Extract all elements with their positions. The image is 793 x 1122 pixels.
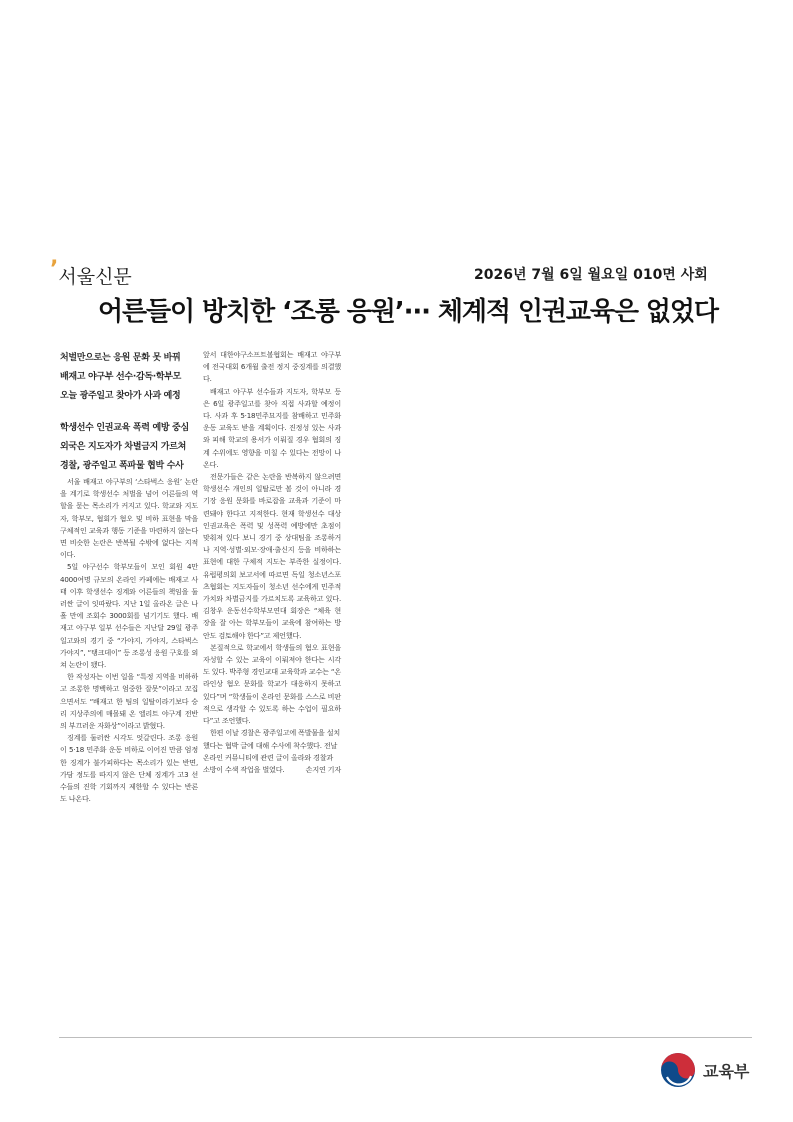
- taegeuk-emblem-icon: [658, 1050, 698, 1090]
- article-paragraph: 배재고 야구부 선수들과 지도자, 학부모 등은 6일 광주일고를 찾아 직접 사과할 예정이다. 사과 후 5·18민주묘지를 참배하고 민주화운동 교육도 받을 계획이다. 진정성 있는 사과와 피해 학교의 용서가 이뤄질 경우 협회의 징계 수위에도 영향을 미칠 수 있다는 전망이 나온다.: [203, 386, 341, 469]
- article-column-right: [203, 349, 341, 776]
- summary-line: 경찰, 광주일고 폭파물 협박 수사: [60, 461, 184, 471]
- article-paragraph: 한 작성자는 이번 일을 “특정 지역을 비하하고 조롱한 명백하고 엄중한 잘못”이라고 꼬집으면서도 “배재고 한 팀의 일탈이라기보다 승리 지상주의에 매몰돼 온 엘리트 야구계 전반의 부끄러운 자화상”이라고 밝혔다.: [60, 672, 198, 731]
- article-column-left: [60, 476, 198, 805]
- summary-box: [60, 349, 200, 489]
- article-paragraph-text: 한편 이날 경찰은 광주일고에 폭발물을 설치했다는 협박 글에 대해 수사에 착수했다. 전날 온라인 커뮤니티에 관련 글이 올라와 경찰과 소방이 수색 작업을 벌였다.: [203, 728, 341, 774]
- logo-text: 서울신문: [58, 266, 132, 288]
- article-paragraph: 서울 배재고 야구부의 ‘스타벅스 응원’ 논란을 계기로 학생선수 처벌을 넘어 어른들의 역할을 묻는 목소리가 커지고 있다. 학교와 지도자, 학부모, 협회가 혐오 및 비하 표현을 막을 구체적인 교육과 행동 기준을 마련하지 않는다면 비슷한 논란은 반복될 수밖에 없다는 지적이다.: [60, 477, 198, 560]
- dateline: 2026년 7월 6일 월요일 010면 사회: [474, 267, 708, 283]
- article-paragraph: 징계를 둘러싼 시각도 엇갈린다. 조롱 응원이 5·18 민주화 운동 비하로 이어진 만큼 엄정한 징계가 불가피하다는 목소리가 있는 반면, 가담 정도를 따지지 않은 단체 징계가 고3 선수들의 진학 기회까지 제한할 수 있다는 반론도 나온다.: [60, 733, 198, 804]
- ministry-logo: [658, 1050, 758, 1090]
- summary-line: 오늘 광주일고 찾아가 사과 예정: [60, 391, 181, 401]
- newspaper-logo: [50, 257, 132, 289]
- article-paragraph: 5일 야구선수 학부모들이 모인 회원 4만 4000여명 규모의 온라인 카페에는 배재고 사태 이후 학생선수 징계와 어른들의 책임을 둘러싼 글이 잇따랐다. 지난 1일 올라온 글은 나흘 만에 조회수 3000회를 넘기기도 했다. 배재고 야구부 일부 선수들은 지난달 29일 광주일고와의 경기 중 “가야지, 가야지, 스타벅스 가야지”, “탱크데이” 등 조롱성 응원 구호를 외쳐 논란이 됐다.: [60, 562, 198, 670]
- logo-mark: ’: [50, 257, 59, 282]
- summary-block: [60, 419, 200, 476]
- article-paragraph: 앞서 대한야구소프트볼협회는 배재고 야구부에 전국대회 6개월 출전 정지 중징계를 의결했다.: [203, 350, 341, 384]
- summary-line: 외국은 지도자가 차별금지 가르쳐: [60, 442, 187, 452]
- summary-line: 처벌만으로는 응원 문화 못 바꿔: [60, 353, 181, 363]
- summary-block: [60, 349, 200, 406]
- summary-line: 학생선수 인권교육 폭력 예방 중심: [60, 423, 189, 433]
- ministry-name: 교육부: [703, 1062, 750, 1081]
- article-paragraph: 본질적으로 학교에서 학생들의 혐오 표현을 자성할 수 있는 교육이 이뤄져야 한다는 시각도 있다. 박주형 경인교대 교육학과 교수는 “온라인상 혐오 문화를 학교가 대응하지 못하고 있다”며 “학생들이 온라인 문화를 스스로 비판적으로 생각할 수 있도록 하는 수업이 필요하다”고 조언했다.: [203, 642, 341, 726]
- byline: 손지연 기자: [305, 764, 341, 774]
- article-paragraph-last: [203, 727, 341, 776]
- headline: 어른들이 방치한 ‘조롱 응원’··· 체계적 인권교육은 없었다: [98, 297, 718, 327]
- article-paragraph: 전문가들은 같은 논란을 반복하지 않으려면 학생선수 개인의 일탈로만 볼 것이 아니라 경기장 응원 문화를 바로잡을 교육과 기준이 마련돼야 한다고 지적한다. 현재 학생선수 대상 인권교육은 폭력 및 성폭력 예방에만 초점이 맞춰져 있다 보니 경기 중 상대팀을 조롱하거나 지역·성별·외모·장애·출신지 등을 비하하는 표현에 대한 구체적 지도는 부족한 실정이다. 유럽평의회 보고서에 따르면 독일 청소년스포츠협회는 지도자들이 청소년 선수에게 민주적 가치와 차별금지를 가르치도록 교육하고 있다. 김창우 운동선수학부모연대 회장은 “체육 현장을 잘 아는 학부모들이 교육에 참여하는 방안도 검토해야 한다”고 제언했다.: [203, 472, 341, 640]
- footer-divider: [59, 1037, 752, 1038]
- summary-line: 배재고 야구부 선수·감독·학부모: [60, 372, 182, 382]
